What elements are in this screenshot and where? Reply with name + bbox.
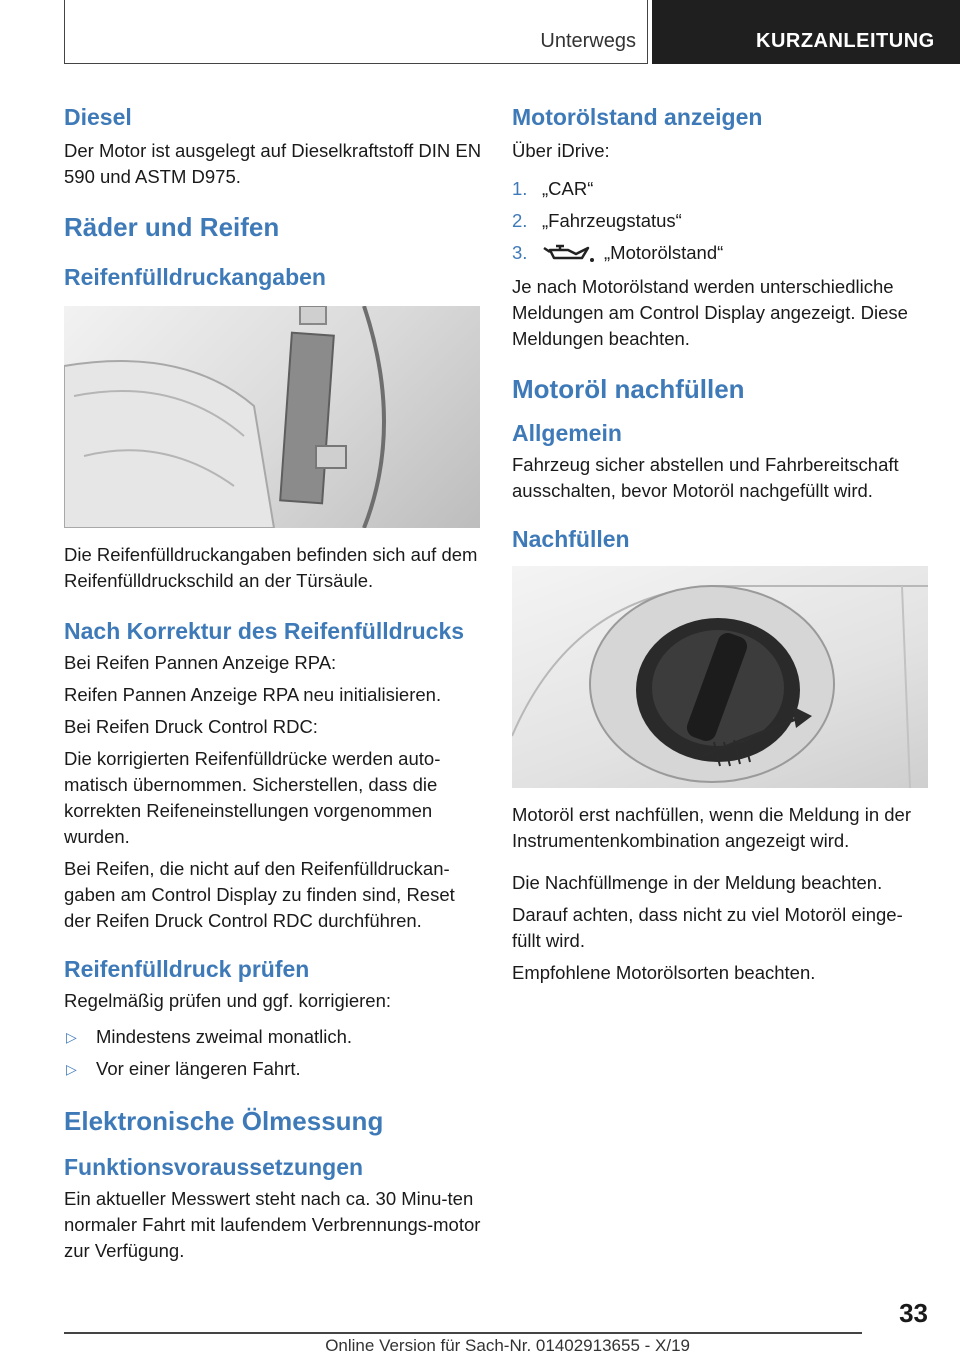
step-text: „Motorölstand“ xyxy=(604,242,724,263)
oil-heading: Elektronische Ölmessung xyxy=(64,1106,384,1136)
correction-reset-text: Bei Reifen, die nicht auf den Reifenfülldruckan-gaben am Control Display zu finden sind, Reset der Reifen Druck Control RDC durchführen. xyxy=(64,858,455,931)
step-number: 2. xyxy=(512,210,528,231)
door-pillar-image xyxy=(64,306,480,528)
correction-heading: Nach Korrektur des Reifenfülldrucks xyxy=(64,618,465,644)
refill-warning-text: Darauf achten, dass nicht zu viel Motoröl einge-füllt wird. xyxy=(512,904,903,951)
correction-rpa-action: Reifen Pannen Anzeige RPA neu initialisieren. xyxy=(64,684,442,705)
step-text: „CAR“ xyxy=(542,178,594,199)
header-chapter-tab: KURZANLEITUNG xyxy=(652,0,960,64)
diesel-heading: Diesel xyxy=(64,104,132,130)
correction-rdc-text: Die korrigierten Reifenfülldrücke werden auto-matisch übernommen. Sicherstellen, dass die korrekten Reifeneinstellungen vorgenommen wurden. xyxy=(64,748,441,847)
footer-divider xyxy=(64,1332,862,1334)
refill-grades-text: Empfohlene Motorölsorten beachten. xyxy=(512,962,816,983)
right-column xyxy=(512,100,930,986)
list-item xyxy=(64,1056,482,1082)
refill-amount-text: Die Nachfüllmenge in der Meldung beachten. xyxy=(512,872,883,893)
general-text: Fahrzeug sicher abstellen und Fahrbereitschaft ausschalten, bevor Motoröl nachgefüllt wird. xyxy=(512,454,899,501)
footer-text: Online Version für Sach-Nr. 01402913655 - X/19 xyxy=(325,1336,690,1355)
refill-heading: Motoröl nachfüllen xyxy=(512,374,745,404)
step-number: 1. xyxy=(512,178,528,199)
wheels-heading: Räder und Reifen xyxy=(64,212,280,242)
list-item xyxy=(512,240,930,266)
pressure-heading: Reifenfülldruckangaben xyxy=(64,264,326,290)
triangle-bullet-icon: ▷ xyxy=(66,1029,77,1045)
left-column xyxy=(64,100,482,1264)
list-item xyxy=(512,208,930,234)
level-text: Je nach Motorölstand werden unterschiedliche Meldungen am Control Display angezeigt. Diese Meldungen beachten. xyxy=(512,276,908,349)
step-text: „Fahrzeugstatus“ xyxy=(542,210,682,231)
func-heading: Funktionsvoraussetzungen xyxy=(64,1154,364,1180)
diesel-text: Der Motor ist ausgelegt auf Dieselkraftstoff DIN EN 590 und ASTM D975. xyxy=(64,140,482,187)
bullet-text: Vor einer längeren Fahrt. xyxy=(96,1058,301,1079)
bullet-text: Mindestens zweimal monatlich. xyxy=(96,1026,353,1047)
level-intro: Über iDrive: xyxy=(512,140,610,161)
oil-can-icon xyxy=(542,240,598,264)
triangle-bullet-icon: ▷ xyxy=(66,1061,77,1077)
oil-cap-image xyxy=(512,566,928,788)
header-section-title: Unterwegs xyxy=(540,30,636,52)
step-number: 3. xyxy=(512,242,528,263)
level-heading: Motorölstand anzeigen xyxy=(512,104,763,130)
general-heading: Allgemein xyxy=(512,420,622,446)
correction-rpa: Bei Reifen Pannen Anzeige RPA: xyxy=(64,652,337,673)
check-heading: Reifenfülldruck prüfen xyxy=(64,956,310,982)
list-item xyxy=(512,176,930,202)
func-text: Ein aktueller Messwert steht nach ca. 30 Minu-ten normaler Fahrt mit laufendem Verbrennungs-motor zur Verfügung. xyxy=(64,1188,481,1261)
list-item xyxy=(64,1024,482,1050)
page-number: 33 xyxy=(899,1298,928,1328)
check-text: Regelmäßig prüfen und ggf. korrigieren: xyxy=(64,990,392,1011)
pressure-caption: Die Reifenfülldruckangaben befinden sich auf dem Reifenfülldruckschild an der Türsäule. xyxy=(64,544,478,591)
correction-rdc: Bei Reifen Druck Control RDC: xyxy=(64,716,318,737)
refill-subheading: Nachfüllen xyxy=(512,526,630,552)
refill-caption: Motoröl erst nachfüllen, wenn die Meldung in der Instrumentenkombination angezeigt wird. xyxy=(512,804,912,851)
